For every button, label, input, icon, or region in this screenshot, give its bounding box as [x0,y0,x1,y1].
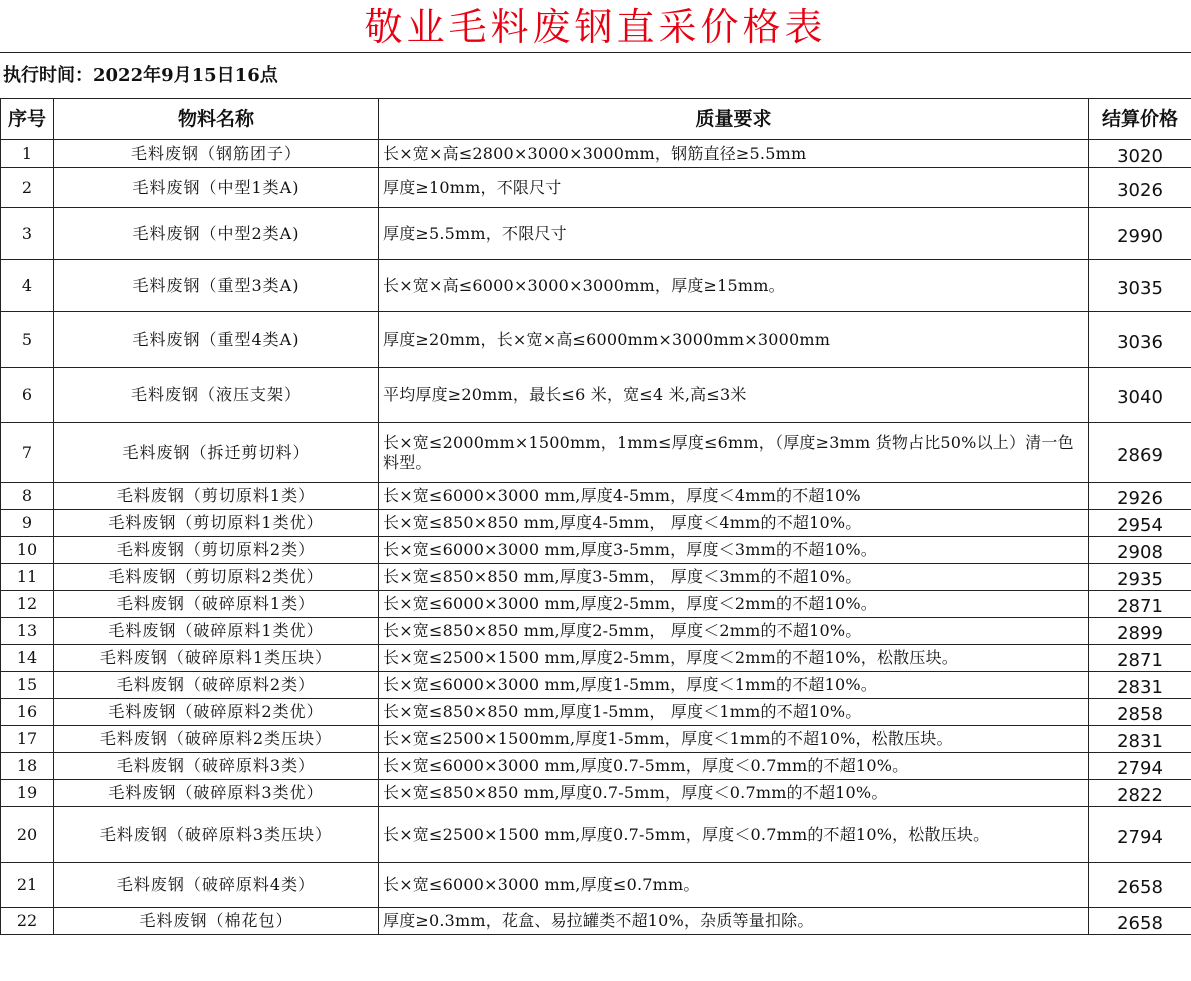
material-name: 毛料废钢（液压支架） [54,368,379,423]
row-index: 4 [1,260,54,312]
material-name: 毛料废钢（剪切原料2类） [54,537,379,564]
table-row [1,672,1191,699]
settlement-price: 2908 [1089,537,1191,564]
settlement-price: 3036 [1089,312,1191,368]
settlement-price: 3035 [1089,260,1191,312]
quality-requirement: 长×宽≤6000×3000 mm,厚度1-5mm，厚度＜1mm的不超10%。 [379,672,1089,699]
quality-requirement: 长×宽≤850×850 mm,厚度2-5mm， 厚度＜2mm的不超10%。 [379,618,1089,645]
row-index: 10 [1,537,54,564]
table-row [1,908,1191,935]
table-row [1,807,1191,863]
row-index: 3 [1,208,54,260]
header-settlement-price: 结算价格 [1089,99,1191,140]
table-row [1,699,1191,726]
material-name: 毛料废钢（破碎原料2类优） [54,699,379,726]
row-index: 2 [1,168,54,208]
settlement-price: 2858 [1089,699,1191,726]
settlement-price: 2658 [1089,908,1191,935]
settlement-price: 2935 [1089,564,1191,591]
row-index: 15 [1,672,54,699]
settlement-price: 2831 [1089,726,1191,753]
material-name: 毛料废钢（破碎原料3类优） [54,780,379,807]
quality-requirement: 长×宽≤850×850 mm,厚度0.7-5mm，厚度＜0.7mm的不超10%。 [379,780,1089,807]
settlement-price: 2794 [1089,807,1191,863]
row-index: 1 [1,140,54,168]
material-name: 毛料废钢（棉花包） [54,908,379,935]
header-index: 序号 [1,99,54,140]
material-name: 毛料废钢（钢筋团子） [54,140,379,168]
quality-requirement: 长×宽≤6000×3000 mm,厚度0.7-5mm，厚度＜0.7mm的不超10%。 [379,753,1089,780]
table-row [1,312,1191,368]
table-row [1,780,1191,807]
quality-requirement: 厚度≥5.5mm，不限尺寸 [379,208,1089,260]
quality-requirement: 长×宽≤6000×3000 mm,厚度3-5mm，厚度＜3mm的不超10%。 [379,537,1089,564]
quality-requirement: 厚度≥20mm，长×宽×高≤6000mm×3000mm×3000mm [379,312,1089,368]
settlement-price: 2822 [1089,780,1191,807]
settlement-price: 2871 [1089,591,1191,618]
quality-requirement: 长×宽≤6000×3000 mm,厚度4-5mm，厚度＜4mm的不超10% [379,483,1089,510]
table-row [1,591,1191,618]
table-row [1,753,1191,780]
table-row [1,368,1191,423]
material-name: 毛料废钢（中型2类A) [54,208,379,260]
quality-requirement: 厚度≥10mm，不限尺寸 [379,168,1089,208]
execution-time: 执行时间：2022年9月15日16点 [0,52,1191,98]
settlement-price: 2871 [1089,645,1191,672]
settlement-price: 3040 [1089,368,1191,423]
table-row [1,483,1191,510]
row-index: 22 [1,908,54,935]
table-row [1,423,1191,483]
settlement-price: 2926 [1089,483,1191,510]
material-name: 毛料废钢（拆迁剪切料） [54,423,379,483]
price-table [0,98,1191,935]
table-row [1,208,1191,260]
row-index: 9 [1,510,54,537]
row-index: 19 [1,780,54,807]
table-row [1,863,1191,908]
quality-requirement: 长×宽≤850×850 mm,厚度3-5mm， 厚度＜3mm的不超10%。 [379,564,1089,591]
quality-requirement: 长×宽≤2500×1500 mm,厚度2-5mm，厚度＜2mm的不超10%，松散压块。 [379,645,1089,672]
table-row [1,140,1191,168]
table-row [1,645,1191,672]
row-index: 6 [1,368,54,423]
material-name: 毛料废钢（破碎原料3类压块） [54,807,379,863]
row-index: 7 [1,423,54,483]
row-index: 16 [1,699,54,726]
header-quality-requirement: 质量要求 [379,99,1089,140]
material-name: 毛料废钢（破碎原料3类） [54,753,379,780]
table-row [1,726,1191,753]
table-row [1,168,1191,208]
quality-requirement: 长×宽≤850×850 mm,厚度4-5mm， 厚度＜4mm的不超10%。 [379,510,1089,537]
settlement-price: 2794 [1089,753,1191,780]
row-index: 12 [1,591,54,618]
row-index: 20 [1,807,54,863]
material-name: 毛料废钢（中型1类A) [54,168,379,208]
quality-requirement: 长×宽≤2500×1500 mm,厚度0.7-5mm，厚度＜0.7mm的不超10%，松散压块。 [379,807,1089,863]
quality-requirement: 长×宽×高≤6000×3000×3000mm，厚度≥15mm。 [379,260,1089,312]
material-name: 毛料废钢（剪切原料1类优） [54,510,379,537]
settlement-price: 3020 [1089,140,1191,168]
row-index: 18 [1,753,54,780]
header-material-name: 物料名称 [54,99,379,140]
table-header-row [1,99,1191,140]
row-index: 11 [1,564,54,591]
material-name: 毛料废钢（破碎原料1类） [54,591,379,618]
row-index: 21 [1,863,54,908]
table-row [1,510,1191,537]
table-row [1,564,1191,591]
page-title: 敬业毛料废钢直采价格表 [364,5,827,49]
table-row [1,260,1191,312]
quality-requirement: 长×宽≤2000mm×1500mm，1mm≤厚度≤6mm，（厚度≥3mm 货物占比50%以上）清一色料型。 [379,423,1089,483]
table-row [1,618,1191,645]
material-name: 毛料废钢（破碎原料2类压块） [54,726,379,753]
material-name: 毛料废钢（破碎原料2类） [54,672,379,699]
material-name: 毛料废钢（剪切原料1类） [54,483,379,510]
material-name: 毛料废钢（剪切原料2类优） [54,564,379,591]
quality-requirement: 长×宽≤850×850 mm,厚度1-5mm， 厚度＜1mm的不超10%。 [379,699,1089,726]
row-index: 17 [1,726,54,753]
quality-requirement: 长×宽×高≤2800×3000×3000mm，钢筋直径≥5.5mm [379,140,1089,168]
quality-requirement: 长×宽≤2500×1500mm,厚度1-5mm，厚度＜1mm的不超10%，松散压块。 [379,726,1089,753]
quality-requirement: 平均厚度≥20mm，最长≤6 米，宽≤4 米,高≤3米 [379,368,1089,423]
material-name: 毛料废钢（重型3类A) [54,260,379,312]
settlement-price: 2899 [1089,618,1191,645]
table-row [1,537,1191,564]
row-index: 14 [1,645,54,672]
quality-requirement: 长×宽≤6000×3000 mm,厚度≤0.7mm。 [379,863,1089,908]
material-name: 毛料废钢（破碎原料1类压块） [54,645,379,672]
settlement-price: 2869 [1089,423,1191,483]
settlement-price: 2831 [1089,672,1191,699]
settlement-price: 2954 [1089,510,1191,537]
settlement-price: 2990 [1089,208,1191,260]
settlement-price: 3026 [1089,168,1191,208]
material-name: 毛料废钢（重型4类A) [54,312,379,368]
row-index: 8 [1,483,54,510]
row-index: 5 [1,312,54,368]
material-name: 毛料废钢（破碎原料4类） [54,863,379,908]
quality-requirement: 厚度≥0.3mm，花盒、易拉罐类不超10%，杂质等量扣除。 [379,908,1089,935]
material-name: 毛料废钢（破碎原料1类优） [54,618,379,645]
quality-requirement: 长×宽≤6000×3000 mm,厚度2-5mm，厚度＜2mm的不超10%。 [379,591,1089,618]
settlement-price: 2658 [1089,863,1191,908]
row-index: 13 [1,618,54,645]
